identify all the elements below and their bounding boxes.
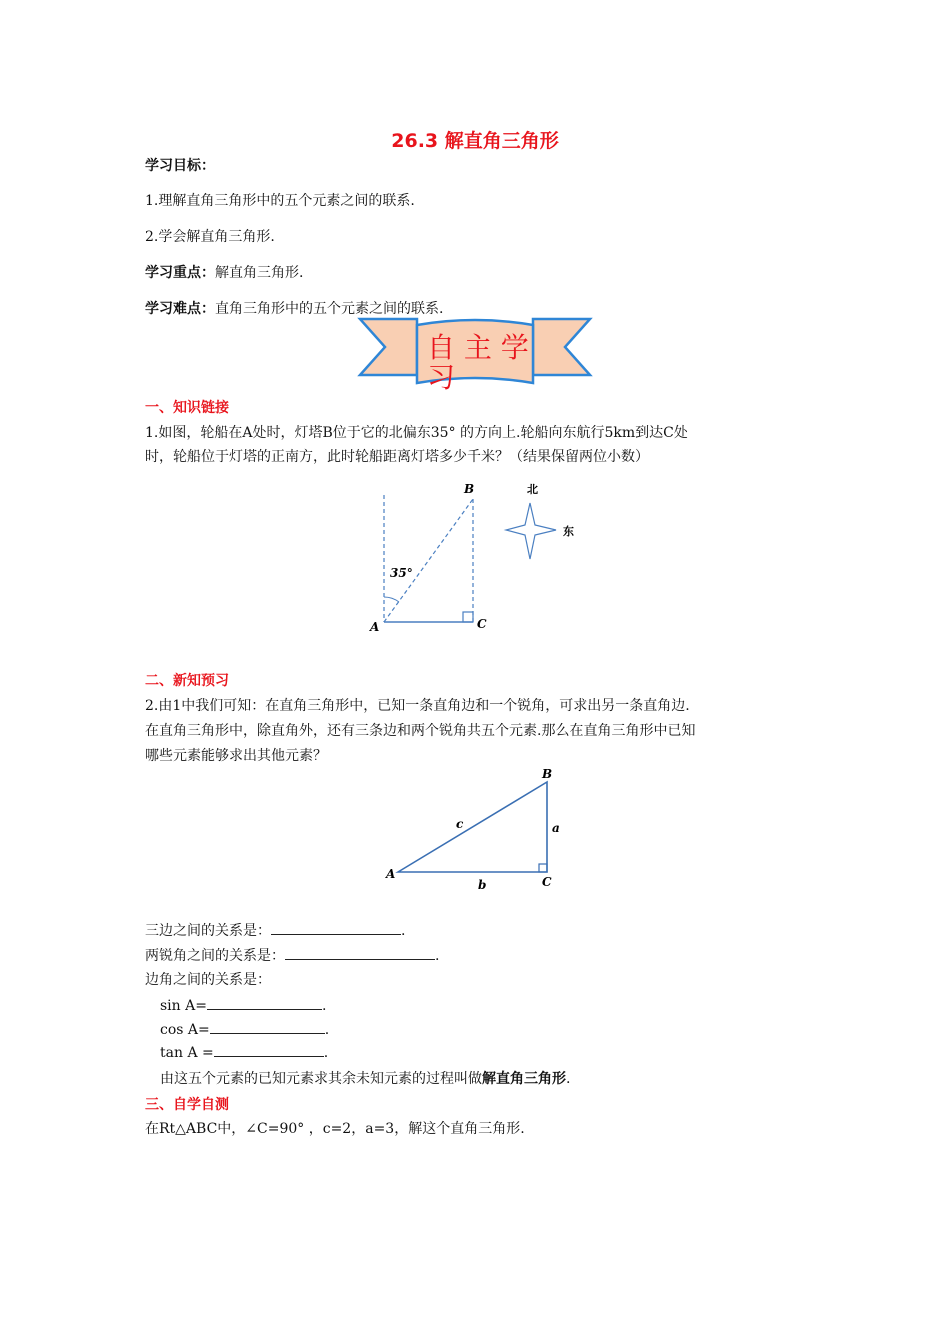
tan-relation bbox=[160, 1042, 328, 1061]
label-a: A bbox=[370, 620, 380, 634]
relation-angles-label: 两锐角之间的关系是： bbox=[145, 948, 285, 964]
self-study-banner bbox=[355, 313, 595, 393]
goal-1: 1.理解直角三角形中的五个元素之间的联系. bbox=[145, 193, 415, 209]
question-2-line-3: 哪些元素能够求出其他元素？ bbox=[145, 748, 327, 764]
banner-line-2: 习 bbox=[427, 361, 456, 393]
period: . bbox=[401, 923, 406, 939]
conclusion-text: 由这五个元素的已知元素求其余未知元素的过程叫做 bbox=[160, 1071, 482, 1087]
difficulty-text: 直角三角形中的五个元素之间的联系. bbox=[215, 301, 444, 317]
goals-heading: 学习目标： bbox=[145, 158, 215, 174]
relation-side-angle-label: 边角之间的关系是： bbox=[145, 972, 271, 988]
cos-relation bbox=[160, 1019, 329, 1038]
side-c-label: c bbox=[456, 817, 464, 831]
banner-right-tail bbox=[533, 319, 590, 375]
question-1-line-1: 1.如图，轮船在A处时，灯塔B位于它的北偏东35° 的方向上.轮船向东航行5km到达C处 bbox=[145, 425, 688, 441]
question-2-line-2: 在直角三角形中，除直角外，还有三条边和两个锐角共五个元素.那么在直角三角形中已知 bbox=[145, 723, 696, 739]
period: . bbox=[324, 1022, 330, 1038]
conclusion bbox=[160, 1068, 570, 1088]
sin-label: sin A= bbox=[160, 998, 207, 1014]
label-b: B bbox=[542, 767, 553, 781]
period: . bbox=[321, 998, 327, 1014]
right-triangle-figure bbox=[380, 762, 565, 892]
question-1-line-2: 时，轮船位于灯塔的正南方，此时轮船距离灯塔多少千米？（结果保留两位小数） bbox=[145, 449, 649, 465]
line-ab bbox=[384, 499, 473, 622]
section-1-heading: 一、知识链接 bbox=[145, 400, 229, 416]
right-angle-mark bbox=[463, 612, 473, 622]
label-c: C bbox=[477, 617, 487, 631]
angle-label: 35° bbox=[390, 566, 413, 580]
sin-blank[interactable] bbox=[207, 995, 322, 1010]
period: . bbox=[435, 948, 440, 964]
conclusion-term: 解直角三角形 bbox=[482, 1071, 566, 1087]
relation-angles bbox=[145, 945, 439, 965]
key-text: 解直角三角形. bbox=[215, 265, 304, 281]
relation-sides-label: 三边之间的关系是： bbox=[145, 923, 271, 939]
key-label: 学习重点： bbox=[145, 265, 215, 281]
page-title: 26.3 解直角三角形 bbox=[391, 130, 559, 152]
key-point bbox=[145, 262, 303, 282]
banner-line-1: 自 主 学 bbox=[427, 331, 529, 364]
side-a-label: a bbox=[552, 821, 560, 835]
period: . bbox=[323, 1045, 329, 1061]
ship-lighthouse-figure bbox=[360, 475, 590, 635]
banner-left-tail bbox=[360, 319, 417, 375]
self-test-problem: 在Rt△ABC中，∠C=90° ，c=2，a=3，解这个直角三角形. bbox=[145, 1121, 525, 1137]
difficulty-label: 学习难点： bbox=[145, 301, 215, 317]
north-label: 北 bbox=[527, 483, 538, 496]
label-b: B bbox=[464, 482, 475, 496]
section-3-heading: 三、自学自测 bbox=[145, 1097, 229, 1113]
tan-label: tan A = bbox=[160, 1045, 214, 1061]
sin-relation bbox=[160, 995, 326, 1014]
question-2-line-1: 2.由1中我们可知：在直角三角形中，已知一条直角边和一个锐角，可求出另一条直角边. bbox=[145, 698, 690, 714]
conclusion-end: . bbox=[566, 1071, 571, 1087]
relation-angles-blank[interactable] bbox=[285, 945, 435, 960]
compass-star-icon bbox=[506, 503, 556, 559]
label-a: A bbox=[386, 867, 396, 881]
tan-blank[interactable] bbox=[214, 1042, 324, 1057]
triangle-abc bbox=[398, 782, 547, 872]
cos-label: cos A= bbox=[160, 1022, 210, 1038]
side-b-label: b bbox=[478, 878, 487, 892]
label-c: C bbox=[542, 875, 552, 889]
right-angle-mark bbox=[539, 864, 547, 872]
angle-arc bbox=[384, 597, 399, 602]
east-label: 东 bbox=[563, 525, 574, 538]
goal-2: 2.学会解直角三角形. bbox=[145, 229, 275, 245]
relation-sides-blank[interactable] bbox=[271, 920, 401, 935]
relation-sides bbox=[145, 920, 405, 940]
cos-blank[interactable] bbox=[210, 1019, 325, 1034]
section-2-heading: 二、新知预习 bbox=[145, 673, 229, 689]
